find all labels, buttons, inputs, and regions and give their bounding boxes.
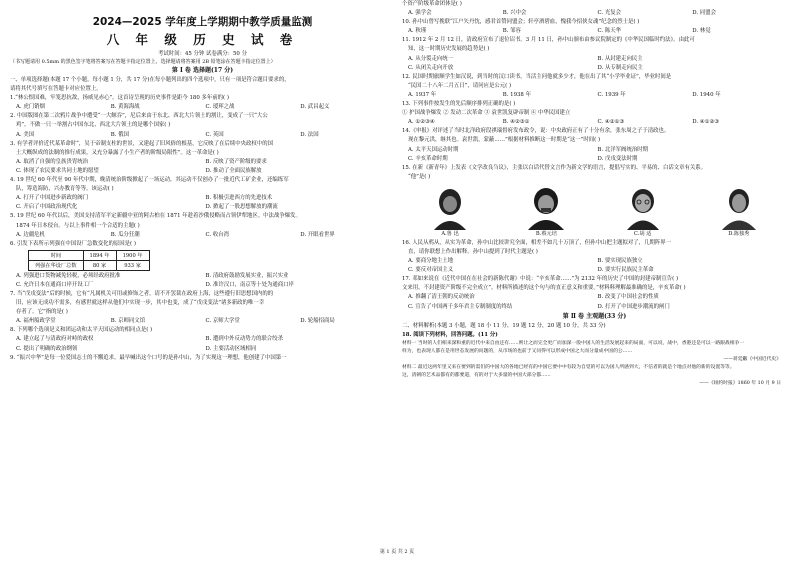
option-item: A. 建立起了与清政府对峙的政权 — [16, 336, 94, 343]
option-item: D. 推动了全面民族解放 — [205, 167, 262, 174]
exam-subtitle: 八 年 级 历 史 试 卷 — [106, 32, 299, 47]
right-questions — [402, 0, 787, 182]
table-row-label: 列强在华设厂总数 — [29, 260, 84, 270]
portrait-label: B.蔡元培 — [535, 230, 557, 237]
question-line: 1874 年日本侵台。与以上事件相一个合适的主题( ) — [16, 222, 140, 229]
option-b: B. 1938 年 — [502, 91, 531, 98]
options-row — [10, 194, 395, 203]
option-b: B. 黄海海战 — [110, 104, 140, 111]
option-d: D. 开眼看世界 — [300, 231, 335, 238]
options-row — [402, 293, 787, 302]
option-item: D. 主要活动区域相同 — [205, 345, 257, 352]
left-column — [10, 0, 395, 545]
option-c: C. 瑷珲之战 — [205, 104, 235, 111]
question-line: 直，请你联想上作出解释。孙中山提到了时代主题是( ) — [408, 248, 538, 255]
option-a: A. 1937 年 — [408, 91, 437, 98]
question-line: 13. 下列事件按发生的先后顺序排列正确的是( ) — [402, 101, 516, 108]
options-row — [10, 317, 395, 326]
option-item: D. 掀起了一股思想解放的潮流 — [205, 204, 278, 211]
options-row — [10, 272, 395, 281]
question-line: 队，筹造海防，兴办教育等等。该运动( ) — [16, 186, 114, 193]
option-item: B. 北洋军阀统治时期 — [597, 146, 649, 153]
table-row — [29, 260, 150, 270]
question-line: 存者了。它”指的是( ) — [16, 309, 68, 316]
option-item: A. 取消了自强的皇族贵胄统治 — [16, 158, 89, 165]
option-c: C. 陈天华 — [597, 28, 622, 35]
option-item: C. 开启了中国政治现代化 — [16, 204, 78, 211]
question-line: 文来用，不封建资产阶级不完全成立”。材料所描述的这个句与的直正意义和重要。”材料料理解最准确的是，辛亥革命( ) — [402, 285, 686, 292]
option-a: A. 边疆危机 — [16, 231, 45, 238]
option-item: B. 遭到中外反动势力的联合绞杀 — [205, 336, 283, 343]
option-item: A. 要商分地主土地 — [408, 258, 454, 265]
question-line: “民国二十八年二月五日”，请问应是公元( ) — [408, 82, 512, 89]
instruction-line: 一、单项选择题(本题 17 个小题，每小题 1 分，共 17 分)在每小题列出的四个选项中，只有一项是符合题目要求的， — [10, 77, 290, 83]
table-header-row — [29, 250, 150, 260]
option-item: D. 准许汉口，南京等十处为通商口岸 — [205, 281, 294, 288]
question-line: 旧，应该无成功不需多，有感世就这样从他们中实现一步，其中也变，成了“戊戌变法”诸多新政的唯一幸 — [16, 300, 265, 307]
section2-title: 第 Ⅱ 卷 主观题(33 分) — [562, 312, 627, 320]
question-line: 个资产阶级革命团体是( ) — [402, 1, 462, 7]
option-item: B. 要实现民族独立 — [597, 258, 643, 265]
section2-line: 18. 阅读下列材料，回答问题。(11 分) — [402, 331, 498, 338]
table-cell: 933 家 — [116, 260, 149, 270]
page-footer: 第 1 页 共 2 页 — [379, 549, 415, 555]
option-c: C. ④②①③ — [597, 119, 625, 126]
question-line: 17. 邓如来说在《近代中国在在社会的新陈代谢》中说：“辛亥革命……”为 2132 年的历史了中国的封建帝制宣告( ) — [402, 276, 679, 283]
option-item: B. 清政府鼓励发展实业，振兴实业 — [205, 272, 289, 279]
option-b: B. 兴中会 — [502, 10, 527, 17]
material-line: 这，清朝的艺术品都有的都要道，有的对于大多量的中国大部分都…… — [402, 372, 551, 378]
option-c: C. 光复会 — [597, 10, 622, 17]
person-silhouette-icon — [719, 186, 759, 230]
exam-title: 2024—2025 学年度上学期期中教学质量监测 — [92, 16, 313, 28]
question-line: 10. 孙中山曾写挽联“江户矢丹忱，感君首赞同盟会；轩亭酒碧血，愧我今招侠女魂”纪念的烈士是( ) — [402, 19, 640, 26]
options-row — [402, 257, 787, 266]
option-b: B. 京师同文馆 — [110, 318, 146, 325]
person-silhouette-icon — [430, 186, 470, 230]
option-c: C. 京师大学堂 — [205, 318, 240, 325]
option-item: A. 打开了中国进步新政的阀门 — [16, 195, 89, 202]
option-item: C. 提出了明确的政治纲领 — [16, 345, 78, 352]
options-row — [402, 64, 787, 73]
question-line: 2. 中国版图在第二次鸦片战争中遭受“一大鲸吞”，尼后来由于东北、西北大片领土的割让，变成了一只“大公 — [10, 113, 268, 120]
question-line: 6. 引发下表所示列强在中国设厂急数变化的原因是( ) — [10, 240, 136, 247]
option-item: C. 体现了农民要求共同土地的愿望 — [16, 167, 99, 174]
material-source: ——《纽约时报》1860 年 10 月 9 日 — [699, 380, 781, 386]
material-line: 材料一 当时的人们相来深和重的近代中来自由还有……则让之而完全更广而加深一般中国人的生活发展起来的局面，可以说，战中，香港还是可以一路跟战相争一 — [402, 340, 745, 346]
options-row — [402, 27, 787, 36]
option-item: D. 戊戌变法时期 — [597, 155, 638, 162]
option-item: D. 打开了中国进步潮流的闸门 — [597, 303, 670, 310]
option-b: B. 俄国 — [110, 131, 129, 138]
options-row — [402, 155, 787, 164]
option-c: C. 英国 — [205, 131, 224, 138]
option-item: A. 从分裂走向统一 — [408, 55, 454, 62]
question-line: 1.“林公恨国难，牢笼思抗敌，扬威见赤心”。这首诗呈现的历史事件是距今 180 多年前的( ) — [10, 95, 229, 102]
material-line: 材料二 最近这两年里又来在要到的需们的中国大的各地已经有的中国它要中中有较为自觉的可以为国人所感到大，不信者的就是个地点对他的新的设置等等。 — [402, 364, 735, 370]
portrait-row — [402, 184, 787, 238]
option-item: D. 要实行民族民主革命 — [597, 267, 654, 274]
option-d: D. 轮船招商局 — [300, 318, 335, 325]
options-row — [402, 118, 787, 127]
options-row — [10, 231, 395, 240]
option-b: B. 瓜分狂潮 — [110, 231, 140, 238]
options-row — [10, 345, 395, 354]
option-d: D. 1940 年 — [692, 91, 721, 98]
portrait-label: A.鲁 迅 — [441, 230, 459, 237]
options-row — [402, 266, 787, 275]
question-line: 16. 人民从鸦从，从实为革命，孙中山比较讲究全面，相差不如几十万顶了，但孙中山把主题拟对了，几期阵界一 — [402, 239, 672, 246]
option-item: B. 改变了中国社会的性质 — [597, 294, 659, 301]
question-line: 鸡”，不做一只一举割占中国东北、西北大片领土的是哪个国家( ) — [16, 122, 171, 129]
question-line: 8. 下列哪个选项是义和团运动和太平天国运动的相同点是( ) — [10, 327, 153, 334]
table-header-cell: 时间 — [29, 250, 84, 260]
material-line: 样为，也表现人都在是用世态发展的问题的，从市场的也前于又问得可以形成中国之大而分量成中国的公…… — [402, 348, 633, 354]
options-row — [10, 131, 395, 140]
exam-meta: 考试时间：45 分钟 试卷满分：50 分 — [158, 51, 247, 57]
option-item: C. 允许日本在通商口岸开设工厂 — [16, 281, 94, 288]
option-a: A. 秋瑾 — [408, 28, 427, 35]
question-line: 3. 有学者评价近代某革命时“，吴于帝制支柱的世景，又建起了旧风俗的根基，它反映了在后续中央政权中的国 — [10, 140, 273, 147]
portrait-hushi — [623, 186, 663, 238]
portrait-label: D.陈独秀 — [728, 230, 750, 237]
option-a: A. 福州船政学堂 — [16, 318, 56, 325]
option-item: D. 从专制走向民主 — [597, 64, 643, 71]
options-row — [10, 167, 395, 176]
options-row — [10, 335, 395, 344]
option-item: A. 列强进口货物减免轻税，必须经政府批准 — [16, 272, 121, 279]
question-line: 7. 当“戊戌变法”后的时候，它有“凡属机关可用或修饰之者，请不开罢裁在政府上海，这些遵行旧思想国内的的 — [10, 290, 274, 297]
right-column — [402, 0, 787, 545]
question-line: 11. 1912 年 2 月 12 日，清政府宣布了退位诏书。3 月 11 日，孙中山颁布由参议院制定的《中华民国临时约法》。由此可 — [402, 37, 695, 44]
table-cell: 80 家 — [83, 260, 116, 270]
option-item: A. 太平天国运动时期 — [408, 146, 459, 153]
option-b: B. 邹容 — [502, 28, 521, 35]
option-a: A. 虎门销烟 — [16, 104, 45, 111]
question-line: 5. 19 世纪 60 年代以后，美国支持清军平定新疆中亚的阿古柏在 1871 年趁着沙俄侵略而占领伊犁地区。中法战争爆发。 — [10, 213, 301, 220]
option-d: D. ④①②③ — [692, 119, 720, 126]
options-row — [10, 158, 395, 167]
options-row — [10, 103, 395, 112]
question-line: 现在黎元洪，继其也。袁世凯，蒙蔽……”根据材料推断这一时期是“这一”时间( ) — [408, 137, 601, 144]
option-d: D. 武昌起义 — [300, 104, 330, 111]
option-item: B. 反映了资产阶级的要求 — [205, 158, 267, 165]
question-line: 14.《申报》对评述了当时北洋政府段祺瑞督府发布政令，说：中央政府正有了十分有余，张东周之子于清政也。 — [402, 128, 670, 135]
question-line: 12. 民国时期旅顺学生如汉说，到当时的汉口读书，当活主问他就多少才，他在出了其“小学毕业证”，毕业时间是 — [402, 73, 672, 80]
option-a: A. 美国 — [16, 131, 35, 138]
option-d: D. 同盟会 — [692, 10, 716, 17]
option-item: B. 从封建走向民主 — [597, 55, 643, 62]
portrait-luxun — [430, 186, 470, 238]
person-silhouette-icon — [623, 186, 663, 230]
person-silhouette-icon — [526, 186, 566, 230]
question-line: 土大概纵成的法制的推行成果，又充分暴露了小生产者的阶级局限性”。这一革命是( ) — [16, 149, 219, 156]
portrait-label: C.胡 适 — [633, 230, 652, 237]
options-row — [402, 9, 787, 18]
section2-line: 二、材料解析(本题 3 小题，题 18 小 11 分，19 题 12 分，20 题 10 分，共 33 分) — [402, 322, 606, 329]
question-line: 15. 在新《新青年》上发表《文学改良刍议》，主张以白话代替文言作为新文学的语言，提倡写实的、平易的、白话文章有关系。 — [402, 164, 707, 171]
option-d: D. 林觉 — [692, 28, 711, 35]
option-item: B. 积极引进西方的先进技术 — [205, 195, 273, 202]
instruction-line: 请将其代号填写在答题卡对应位置上。 — [10, 86, 102, 93]
option-item: C. 宣告了中国两千多年君主专制制度的终结 — [408, 303, 513, 310]
data-table — [28, 250, 150, 271]
section1-title: 第 Ⅰ 卷 选择题(17 分) — [171, 67, 234, 74]
table-header-cell: 1894 年 — [83, 250, 116, 260]
option-c: C. 1939 年 — [597, 91, 626, 98]
options-row — [402, 91, 787, 100]
option-c: C. 收台湾 — [205, 231, 230, 238]
option-item: C. 从闭关走向开放 — [408, 64, 454, 71]
question-line: ① 护国战争爆发 ② 发动二次革命 ③ 袁世凯复辟帝制 ④ 中华民国建立 — [402, 110, 571, 117]
portrait-caiyuanpei — [526, 186, 566, 238]
option-item: C. 要反对帝国主义 — [408, 267, 454, 274]
options-row — [402, 146, 787, 155]
table-header-cell: 1900 年 — [116, 250, 149, 260]
left-questions — [10, 94, 395, 363]
option-item: C. 辛亥革命时期 — [408, 155, 448, 162]
option-a: A. ①②③④ — [408, 119, 435, 126]
question-line: 9. “振兴中华”是每一位爱国志士的不懈追求。最早喊出这个口号的是孙中山，为了实现这一理想，他创建了中国第一 — [10, 354, 287, 361]
options-row — [402, 55, 787, 64]
options-row — [10, 281, 395, 290]
option-item: A. 推翻了清王朝的反动统治 — [408, 294, 475, 301]
option-a: A. 强学会 — [408, 10, 432, 17]
exam-notice: （书写题请用 0.5mm 的黑色签字笔将答案写在答题卡指定位置上，选择题请将答案用 2B 铅笔涂在答题卡指定位置上） — [10, 59, 276, 65]
options-row — [10, 203, 395, 212]
option-b: B. ④②③① — [502, 119, 530, 126]
question-line: “他”是( ) — [408, 173, 431, 180]
right-questions-continued — [402, 239, 787, 312]
question-line: 知，这一时期历史发展的趋势是( ) — [408, 46, 490, 53]
options-row — [402, 303, 787, 312]
portrait-chenduxiu — [719, 186, 759, 238]
material-source: ——蒋廷黻《中国近代史》 — [723, 356, 781, 362]
option-d: D. 法国 — [300, 131, 319, 138]
question-line: 4. 19 世纪 60 年代至 90 年代中期，晚清统治阶级掀起了一场运动，其运动不仅创办了一批近代工矿企业，还编练军 — [10, 177, 289, 184]
